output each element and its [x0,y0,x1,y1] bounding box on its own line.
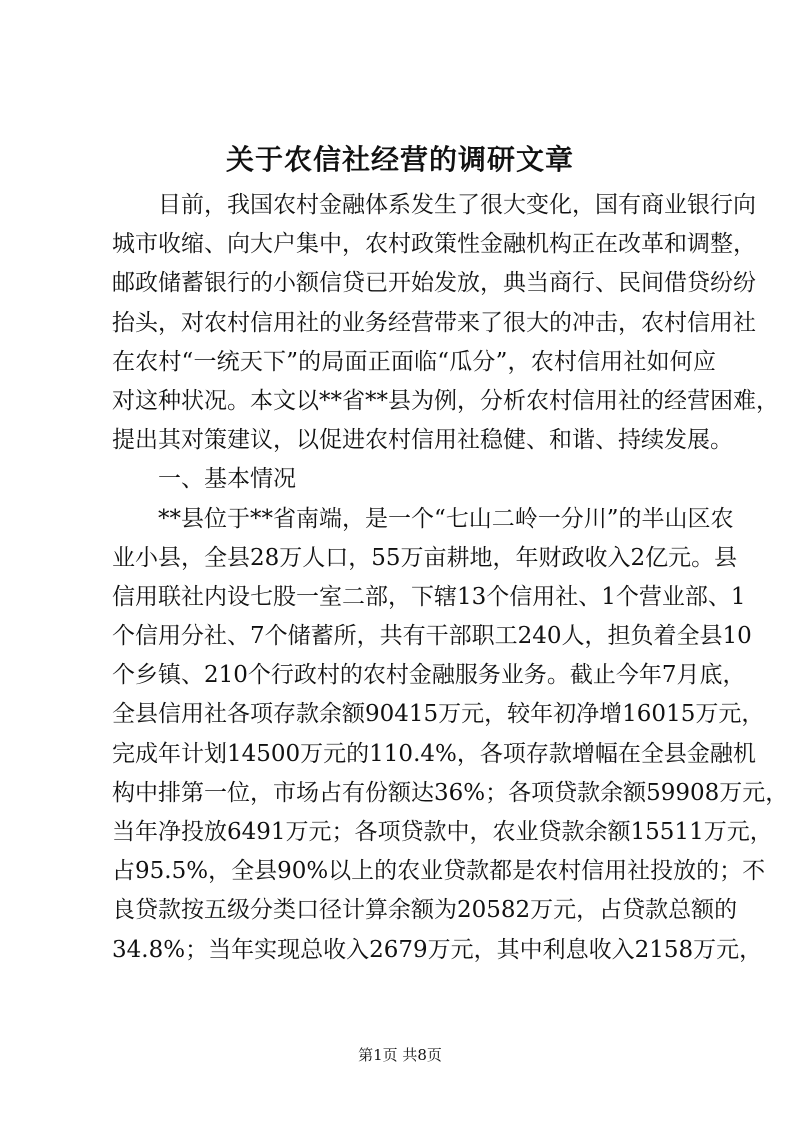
paragraph-line: 业小县，全县28万人口，55万亩耕地，年财政收入2亿元。县 [112,544,738,571]
paragraph-line: 当年净投放6491万元；各项贷款中，农业贷款余额15511万元， [112,819,773,845]
paragraph-line: 完成年计划14500万元的110.4%，各项存款增幅在全县金融机 [112,740,756,767]
paragraph-line: 抬头，对农村信用社的业务经营带来了很大的冲击，农村信用社 [112,309,756,336]
paragraph-line: 在农村“一统天下”的局面正面临“瓜分”，农村信用社如何应 [112,348,716,375]
page-footer: 第1页 共8页 [358,1046,442,1064]
paragraph-line: 目前，我国农村金融体系发生了很大变化，国有商业银行向 [158,192,756,218]
paragraph-line: 邮政储蓄银行的小额信贷已开始发放，典当商行、民间借贷纷纷 [112,270,756,297]
document-title: 关于农信社经营的调研文章 [225,143,574,176]
paragraph-line: 占95.5%，全县90%以上的农业贷款都是农村信用社投放的；不 [112,858,766,885]
section-heading: 一、基本情况 [158,466,296,493]
paragraph-line: 构中排第一位，市场占有份额达36%；各项贷款余额59908万元， [112,779,789,806]
paragraph-line: 个乡镇、210个行政村的农村金融服务业务。截止今年7月底， [112,662,746,689]
paragraph-line: 34.8%；当年实现总收入2679万元，其中利息收入2158万元， [112,936,763,963]
paragraph-line: 提出其对策建议，以促进农村信用社稳健、和谐、持续发展。 [112,427,733,454]
document-body [112,186,789,970]
paragraph-line: 全县信用社各项存款余额90415万元，较年初净增16015万元， [112,701,765,728]
paragraph-line: 个信用分社、7个储蓄所，共有干部职工240人，担负着全县10 [112,623,752,650]
paragraph-line: **县位于**省南端，是一个“七山二岭一分川”的半山区农 [158,505,734,532]
paragraph-line: 对这种状况。本文以**省**县为例，分析农村信用社的经营困难， [112,387,779,414]
paragraph-line: 良贷款按五级分类口径计算余额为20582万元，占贷款总额的 [112,897,738,924]
paragraph-line: 城市收缩、向大户集中，农村政策性金融机构正在改革和调整， [112,231,756,258]
paragraph-line: 信用联社内设七股一室二部，下辖13个信用社、1个营业部、1 [112,583,746,610]
